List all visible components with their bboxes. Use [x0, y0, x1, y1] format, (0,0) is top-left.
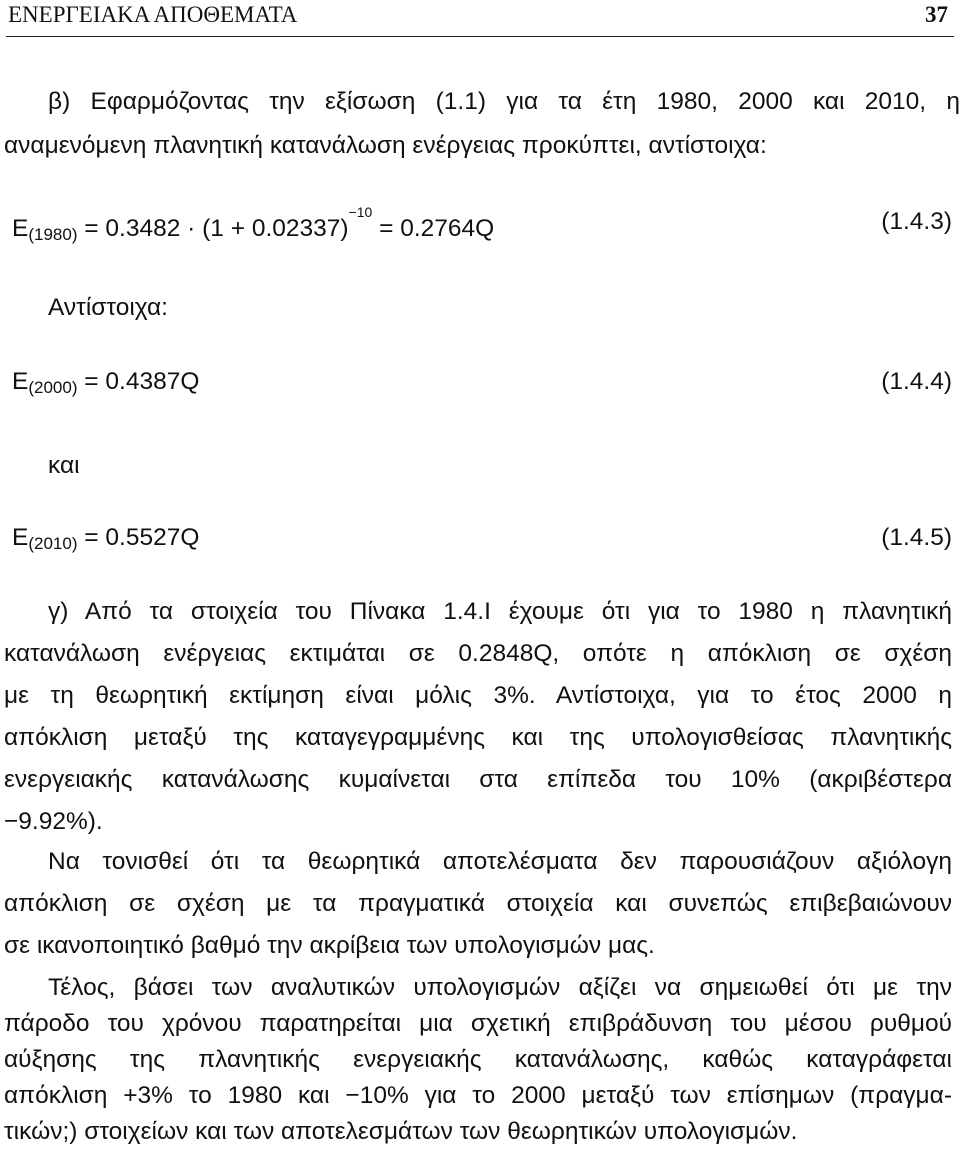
eq4-expression: = 0.4387Q: [77, 368, 200, 395]
eq5-subscript: (2010): [28, 534, 78, 553]
para-g-line-2: κατανάλωση ενέργειας εκτιμάται σε 0.2848Q, οπότε η απόκλιση σε σχέση: [4, 640, 952, 667]
antistoixa-label: Αντίστοιχα:: [48, 294, 168, 321]
equation-1-4-4: [12, 368, 199, 402]
para-telos-line-2: πάροδο του χρόνου παρατηρείται μια σχετική επιβράδυνση του μέσου ρυθμού: [4, 1010, 952, 1037]
eq3-result: = 0.2764Q: [372, 215, 495, 243]
eq5-expression: = 0.5527Q: [77, 524, 200, 551]
para-g-line-6: −9.92%).: [4, 808, 103, 835]
kai-label: και: [48, 452, 80, 479]
eq3-expression: = 0.3482 · (1 + 0.02337): [77, 215, 349, 243]
equation-1-4-5: [12, 524, 199, 558]
para-telos-line-5: τικών;) στοιχείων και των αποτελεσμάτων των θεωρητικών υπολογισμών.: [4, 1118, 798, 1145]
eq4-symbol: E: [12, 368, 29, 395]
para-telos-line-4: απόκλιση +3% το 1980 και −10% για το 2000 μεταξύ των επίσημων (πραγμα-: [4, 1082, 952, 1109]
page-number: 37: [925, 2, 948, 27]
para-na-line-1: Να τονισθεί ότι τα θεωρητικά αποτελέσματα δεν παρουσιάζουν αξιόλογη: [48, 848, 952, 875]
para-b-line-1: β) Εφαρμόζοντας την εξίσωση (1.1) για τα έτη 1980, 2000 και 2010, η: [48, 88, 960, 115]
para-g-line-5: ενεργειακής κατανάλωσης κυμαίνεται στα επίπεδα του 10% (ακριβέστερα: [4, 766, 952, 793]
eq5-symbol: E: [12, 524, 29, 551]
equation-number-1-4-4: (1.4.4): [881, 368, 952, 395]
para-telos-line-3: αύξησης της πλανητικής ενεργειακής κατανάλωσης, καθώς καταγράφεται: [4, 1046, 952, 1073]
eq3-symbol: E: [12, 215, 29, 243]
para-g-line-4: απόκλιση μεταξύ της καταγεγραμμένης και της υπολογισθείσας πλανητικής: [4, 724, 952, 751]
equation-1-4-3: [12, 204, 495, 249]
para-b-line-2: αναμενόμενη πλανητική κατανάλωση ενέργειας προκύπτει, αντίστοιχα:: [4, 132, 767, 159]
para-telos-line-1: Τέλος, βάσει των αναλυτικών υπολογισμών αξίζει να σημειωθεί ότι με την: [48, 974, 952, 1001]
equation-number-1-4-5: (1.4.5): [881, 524, 952, 551]
equation-number-1-4-3: (1.4.3): [881, 208, 952, 235]
running-header-title: ΕΝΕΡΓΕΙΑΚΑ ΑΠΟΘΕΜΑΤΑ: [8, 2, 298, 27]
para-na-line-2: απόκλιση σε σχέση με τα πραγματικά στοιχεία και συνεπώς επιβεβαιώνουν: [4, 890, 952, 917]
header-rule: [6, 36, 954, 37]
eq4-subscript: (2000): [28, 378, 78, 397]
para-na-line-3: σε ικανοποιητικό βαθμό την ακρίβεια των υπολογισμών μας.: [4, 932, 655, 959]
para-g-line-1: γ) Από τα στοιχεία του Πίνακα 1.4.Ι έχουμε ότι για το 1980 η πλανητική: [48, 598, 952, 625]
eq3-exponent: −10: [348, 204, 373, 220]
eq3-subscript: (1980): [28, 225, 78, 245]
para-g-line-3: με τη θεωρητική εκτίμηση είναι μόλις 3%. Αντίστοιχα, για το έτος 2000 η: [4, 682, 952, 709]
